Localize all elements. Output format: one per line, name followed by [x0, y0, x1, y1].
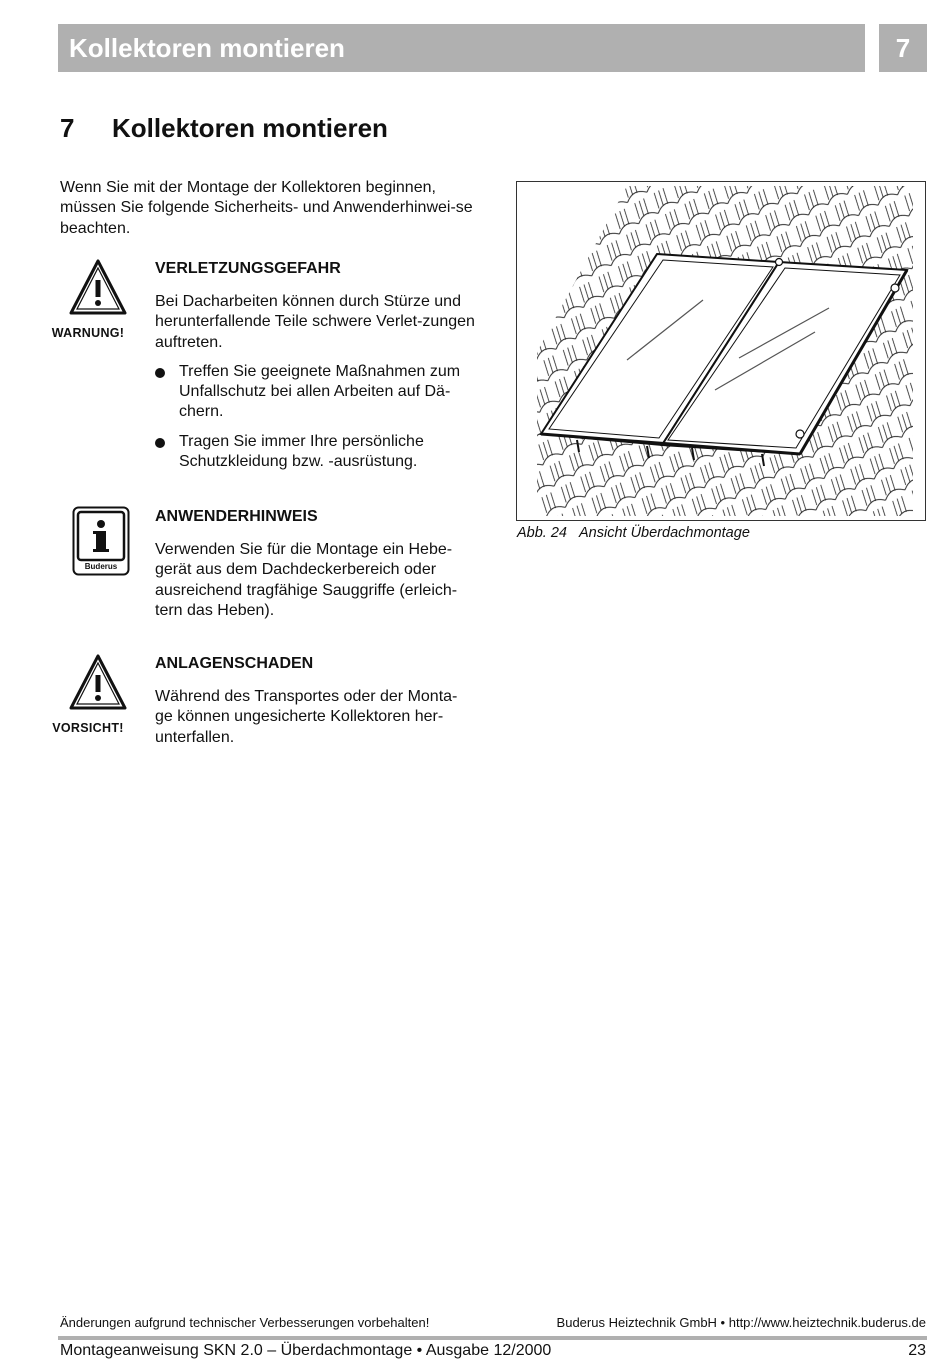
caution-icon-block [52, 653, 148, 735]
warning-label: WARNUNG! [51, 326, 125, 340]
warning-bullet-2 [155, 432, 475, 473]
caution-notice [155, 654, 475, 748]
warning-text: Bei Dacharbeiten können durch Stürze und herunterfallende Teile schwere Verlet-zungen auftreten. [155, 293, 475, 351]
info-title: ANWENDERHINWEIS [155, 508, 318, 525]
footer-company: Buderus Heiztechnik GmbH • http://www.heiztechnik.buderus.de [556, 1315, 926, 1330]
figure-caption-text: Ansicht Überdachmontage [579, 525, 750, 541]
running-header-title: Kollektoren montieren [58, 24, 865, 72]
roof-collector-illustration [517, 182, 925, 520]
warning-notice [155, 259, 475, 472]
caution-text: Während des Transportes oder der Monta-ge können ungesicherte Kollektoren her-unterfallen. [155, 688, 458, 746]
caution-label: VORSICHT! [52, 721, 124, 735]
info-icon-block [72, 506, 130, 581]
warning-triangle-icon [68, 653, 148, 713]
figure-caption [517, 525, 750, 541]
section-number: 7 [60, 113, 75, 143]
warning-triangle-icon [68, 258, 148, 318]
warning-bullet-1-text: Treffen Sie geeignete Maßnahmen zum Unfallschutz bei allen Arbeiten auf Dä-chern. [179, 362, 461, 421]
figure-frame [516, 181, 926, 521]
buderus-logo: Buderus [84, 562, 118, 571]
info-text: Verwenden Sie für die Montage ein Hebe-gerät aus dem Dachdeckerbereich oder ausreichend tragfähige Sauggriffe (erleich-tern das Heben). [155, 541, 458, 619]
footer-document-title: Montageanweisung SKN 2.0 – Überdachmontage • Ausgabe 12/2000 [60, 1342, 552, 1359]
bullet-dot [155, 368, 165, 378]
warning-title: VERLETZUNGSGEFAHR [155, 260, 341, 277]
footer-note: Änderungen aufgrund technischer Verbesserungen vorbehalten! [60, 1315, 430, 1330]
figure-number: Abb. 24 [517, 525, 567, 541]
caution-title: ANLAGENSCHADEN [155, 655, 314, 672]
info-notice [155, 507, 475, 621]
warning-bullet-1 [155, 362, 475, 423]
page-number: 23 [908, 1342, 926, 1359]
section-heading [60, 111, 388, 145]
section-title: Kollektoren montieren [112, 113, 388, 143]
warning-icon-block [51, 258, 148, 340]
running-header-chapter-number: 7 [879, 24, 927, 72]
footer-rule [58, 1336, 927, 1340]
bullet-dot [155, 438, 165, 448]
intro-paragraph: Wenn Sie mit der Montage der Kollektoren beginnen, müssen Sie folgende Sicherheits- und Anwenderhinwei-se beachten. [60, 179, 473, 237]
warning-bullet-2-text: Tragen Sie immer Ihre persönliche Schutzkleidung bzw. -ausrüstung. [179, 432, 424, 471]
